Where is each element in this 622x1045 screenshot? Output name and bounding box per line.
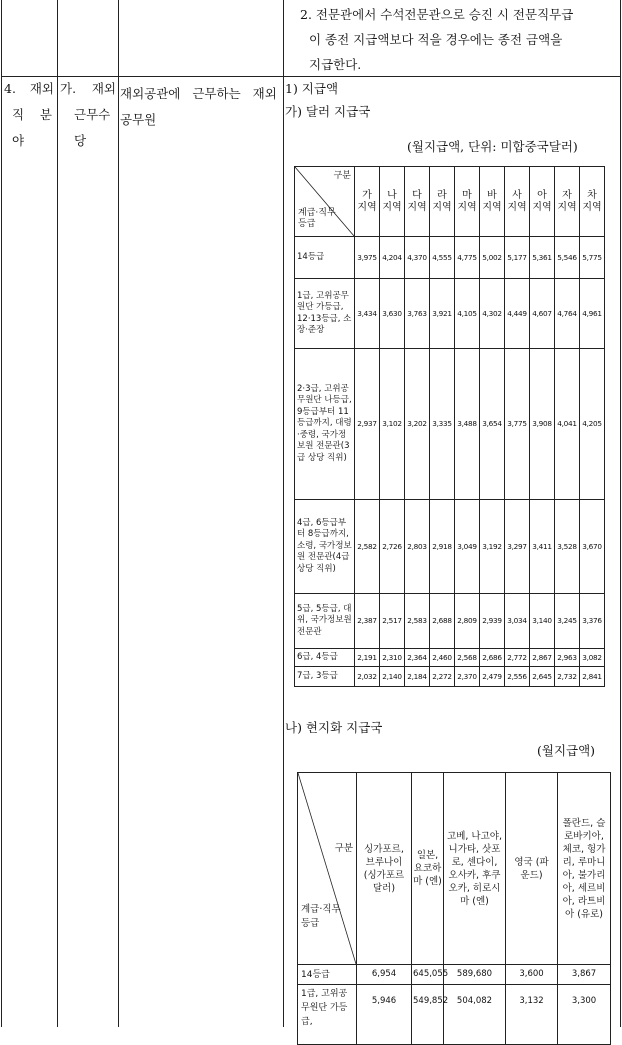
amount-cell: 3,654: [480, 349, 505, 500]
amount-cell: 3,192: [480, 500, 505, 594]
category-char1: 직: [12, 107, 25, 122]
amount-cell: 3,528: [555, 500, 580, 594]
amount-cell: 3,434: [355, 279, 380, 349]
border-right: [620, 0, 621, 1027]
amount-cell: 5,775: [580, 237, 605, 279]
amount-cell: 2,732: [555, 667, 580, 687]
amount-cell: 3,140: [530, 594, 555, 649]
allowance-word1: 재외: [91, 81, 116, 96]
amount-cell: 2,191: [355, 649, 380, 667]
amount-cell: 3,975: [355, 237, 380, 279]
amount-cell: 4,205: [580, 349, 605, 500]
table-row: [295, 667, 605, 687]
amount-cell: 4,204: [380, 237, 405, 279]
amount-cell: 2,140: [380, 667, 405, 687]
top-item-line2: 이 종전 지급액보다 적을 경우에는 종전 금액을: [309, 32, 563, 47]
amount-cell: 3,376: [580, 594, 605, 649]
amount-cell: 3,763: [405, 279, 430, 349]
amount-cell: 3,202: [405, 349, 430, 500]
region-header: 나 지역: [380, 167, 405, 237]
local-currency-table: [297, 772, 611, 1045]
amount-cell: 2,583: [405, 594, 430, 649]
region-header: 마 지역: [455, 167, 480, 237]
allowance-number: 가.: [60, 81, 77, 96]
amount-cell: 2,568: [455, 649, 480, 667]
currency-column-header: 고베, 나고야, 니가타, 삿포로, 센다이, 오사카, 후쿠오카, 히로시마 (엔): [444, 773, 506, 965]
amount-cell: 2,479: [480, 667, 505, 687]
amount-cell: 2,184: [405, 667, 430, 687]
amount-cell: 3,488: [455, 349, 480, 500]
allowance-title-line: [60, 81, 116, 96]
local-corner-bottom: 계급·직무등급: [301, 904, 341, 929]
amount-cell: 3,921: [430, 279, 455, 349]
amount-cell: 2,645: [530, 667, 555, 687]
category-line2: [12, 107, 52, 122]
grade-label: 1급, 고위공무원단 가등급,: [298, 985, 357, 1045]
currency-column-header: 일본, 요코하마 (엔): [412, 773, 444, 965]
amount-cell: 2,556: [505, 667, 530, 687]
amount-cell: 3,082: [580, 649, 605, 667]
amount-cell: 2,803: [405, 500, 430, 594]
local-unit-note: (월지급액): [537, 743, 596, 758]
amount-cell: 2,772: [505, 649, 530, 667]
allowance-word3: 당: [74, 133, 87, 148]
amount-cell: 2,841: [580, 667, 605, 687]
amount-cell: 2,726: [380, 500, 405, 594]
category-char2: 분: [39, 107, 52, 122]
amount-cell: 2,582: [355, 500, 380, 594]
grade-label: 1급, 고위공무원단 가등급, 12·13등급, 소장·준장: [295, 279, 355, 349]
amount-cell: 3,132: [506, 985, 558, 1045]
grade-label: 4급, 6등급부터 8등급까지, 소령, 국가정보원 전문관(4급 상당 직위): [295, 500, 355, 594]
border-col2: [118, 0, 119, 1027]
category-number: 4.: [4, 81, 16, 96]
amount-cell: 5,361: [530, 237, 555, 279]
border-left: [1, 0, 2, 1027]
dollar-unit-note: (월지급액, 단위: 미합중국달러): [407, 139, 578, 154]
amount-cell: 3,600: [506, 965, 558, 985]
amount-cell: 549,852: [412, 985, 444, 1045]
region-header: 사 지역: [505, 167, 530, 237]
currency-column-header: 폴란드, 슬로바키아, 체코, 헝가리, 루마니아, 불가리아, 세르비아, 라트비아 (유로): [558, 773, 611, 965]
category-number-line: [4, 81, 54, 96]
amount-cell: 2,364: [405, 649, 430, 667]
amount-cell: 5,177: [505, 237, 530, 279]
amount-cell: 3,297: [505, 500, 530, 594]
table-row: [298, 965, 611, 985]
amount-cell: 2,918: [430, 500, 455, 594]
amount-cell: 3,049: [455, 500, 480, 594]
local-table-corner-cell: [298, 773, 357, 965]
amount-cell: 2,517: [380, 594, 405, 649]
amount-cell: 3,335: [430, 349, 455, 500]
amount-cell: 3,867: [558, 965, 611, 985]
amount-cell: 4,961: [580, 279, 605, 349]
amount-cell: 5,546: [555, 237, 580, 279]
amount-cell: 2,937: [355, 349, 380, 500]
amount-cell: 4,775: [455, 237, 480, 279]
amount-cell: 3,908: [530, 349, 555, 500]
table-row: [295, 649, 605, 667]
amount-cell: 3,775: [505, 349, 530, 500]
amount-cell: 4,370: [405, 237, 430, 279]
currency-column-header: 싱가포르, 브루나이 (싱가포르 달러): [357, 773, 412, 965]
amount-cell: 589,680: [444, 965, 506, 985]
amount-cell: 3,670: [580, 500, 605, 594]
table-row: [295, 279, 605, 349]
dollar-table-header-row: [295, 167, 605, 237]
currency-column-header: 영국 (파운드): [506, 773, 558, 965]
amount-cell: 3,245: [555, 594, 580, 649]
amount-cell: 2,387: [355, 594, 380, 649]
amount-cell: 4,449: [505, 279, 530, 349]
amount-heading: 1) 지급액: [285, 81, 339, 96]
grade-label: 2·3급, 고위공무원단 나등급, 9등급부터 11등급까지, 대령·중령, 국가정보원 전문관(3급 상당 직위): [295, 349, 355, 500]
dollar-corner-top: 구분: [333, 171, 351, 181]
amount-cell: 4,105: [455, 279, 480, 349]
amount-cell: 3,411: [530, 500, 555, 594]
grade-label: 7급, 3등급: [295, 667, 355, 687]
amount-cell: 4,555: [430, 237, 455, 279]
region-header: 바 지역: [480, 167, 505, 237]
amount-cell: 3,630: [380, 279, 405, 349]
amount-cell: 6,954: [357, 965, 412, 985]
region-header: 다 지역: [405, 167, 430, 237]
amount-cell: 504,082: [444, 985, 506, 1045]
grade-label: 6급, 4등급: [295, 649, 355, 667]
amount-cell: 2,272: [430, 667, 455, 687]
amount-cell: 4,302: [480, 279, 505, 349]
table-row: [295, 349, 605, 500]
top-item-line3: 지급한다.: [309, 57, 362, 72]
local-corner-top: 구분: [334, 843, 353, 854]
amount-cell: 645,055: [412, 965, 444, 985]
grade-label: 5급, 5등급, 대위, 국가정보원 전문관: [295, 594, 355, 649]
region-header: 아 지역: [530, 167, 555, 237]
dollar-countries-heading: 가) 달러 지급국: [285, 104, 371, 119]
amount-cell: 2,032: [355, 667, 380, 687]
amount-cell: 2,370: [455, 667, 480, 687]
row-divider: [1, 76, 621, 77]
amount-cell: 2,809: [455, 594, 480, 649]
amount-cell: 2,310: [380, 649, 405, 667]
region-header: 차 지역: [580, 167, 605, 237]
region-header: 가 지역: [355, 167, 380, 237]
amount-cell: 3,300: [558, 985, 611, 1045]
amount-cell: 4,764: [555, 279, 580, 349]
table-row: [298, 985, 611, 1045]
region-header: 라 지역: [430, 167, 455, 237]
local-table-header-row: [298, 773, 611, 965]
region-header: 자 지역: [555, 167, 580, 237]
dollar-table-corner-cell: [295, 167, 355, 237]
amount-cell: 4,041: [555, 349, 580, 500]
amount-cell: 2,867: [530, 649, 555, 667]
amount-cell: 5,946: [357, 985, 412, 1045]
border-col3: [283, 0, 284, 1027]
amount-cell: 4,607: [530, 279, 555, 349]
amount-cell: 2,460: [430, 649, 455, 667]
amount-cell: 5,002: [480, 237, 505, 279]
amount-cell: 2,939: [480, 594, 505, 649]
amount-cell: 2,963: [555, 649, 580, 667]
grade-label: 14등급: [295, 237, 355, 279]
amount-cell: 2,688: [430, 594, 455, 649]
amount-cell: 3,102: [380, 349, 405, 500]
category-char3: 야: [12, 133, 25, 148]
category-word1: 재외: [29, 81, 54, 96]
amount-cell: 2,686: [480, 649, 505, 667]
allowance-word2: 근무수: [74, 107, 111, 122]
target-description: 재외공관에 근무하는 재외공무원: [120, 86, 277, 127]
amount-cell: 3,034: [505, 594, 530, 649]
grade-label: 14등급: [298, 965, 357, 985]
table-row: [295, 500, 605, 594]
dollar-corner-bottom: 계급·직무등급: [298, 208, 336, 229]
local-currency-heading: 나) 현지화 지급국: [285, 720, 383, 735]
border-col1: [57, 0, 58, 1027]
table-row: [295, 594, 605, 649]
table-row: [295, 237, 605, 279]
top-item-line1: 2. 전문관에서 수석전문관으로 승진 시 전문직무급: [300, 7, 574, 22]
dollar-allowance-table: [294, 166, 605, 687]
